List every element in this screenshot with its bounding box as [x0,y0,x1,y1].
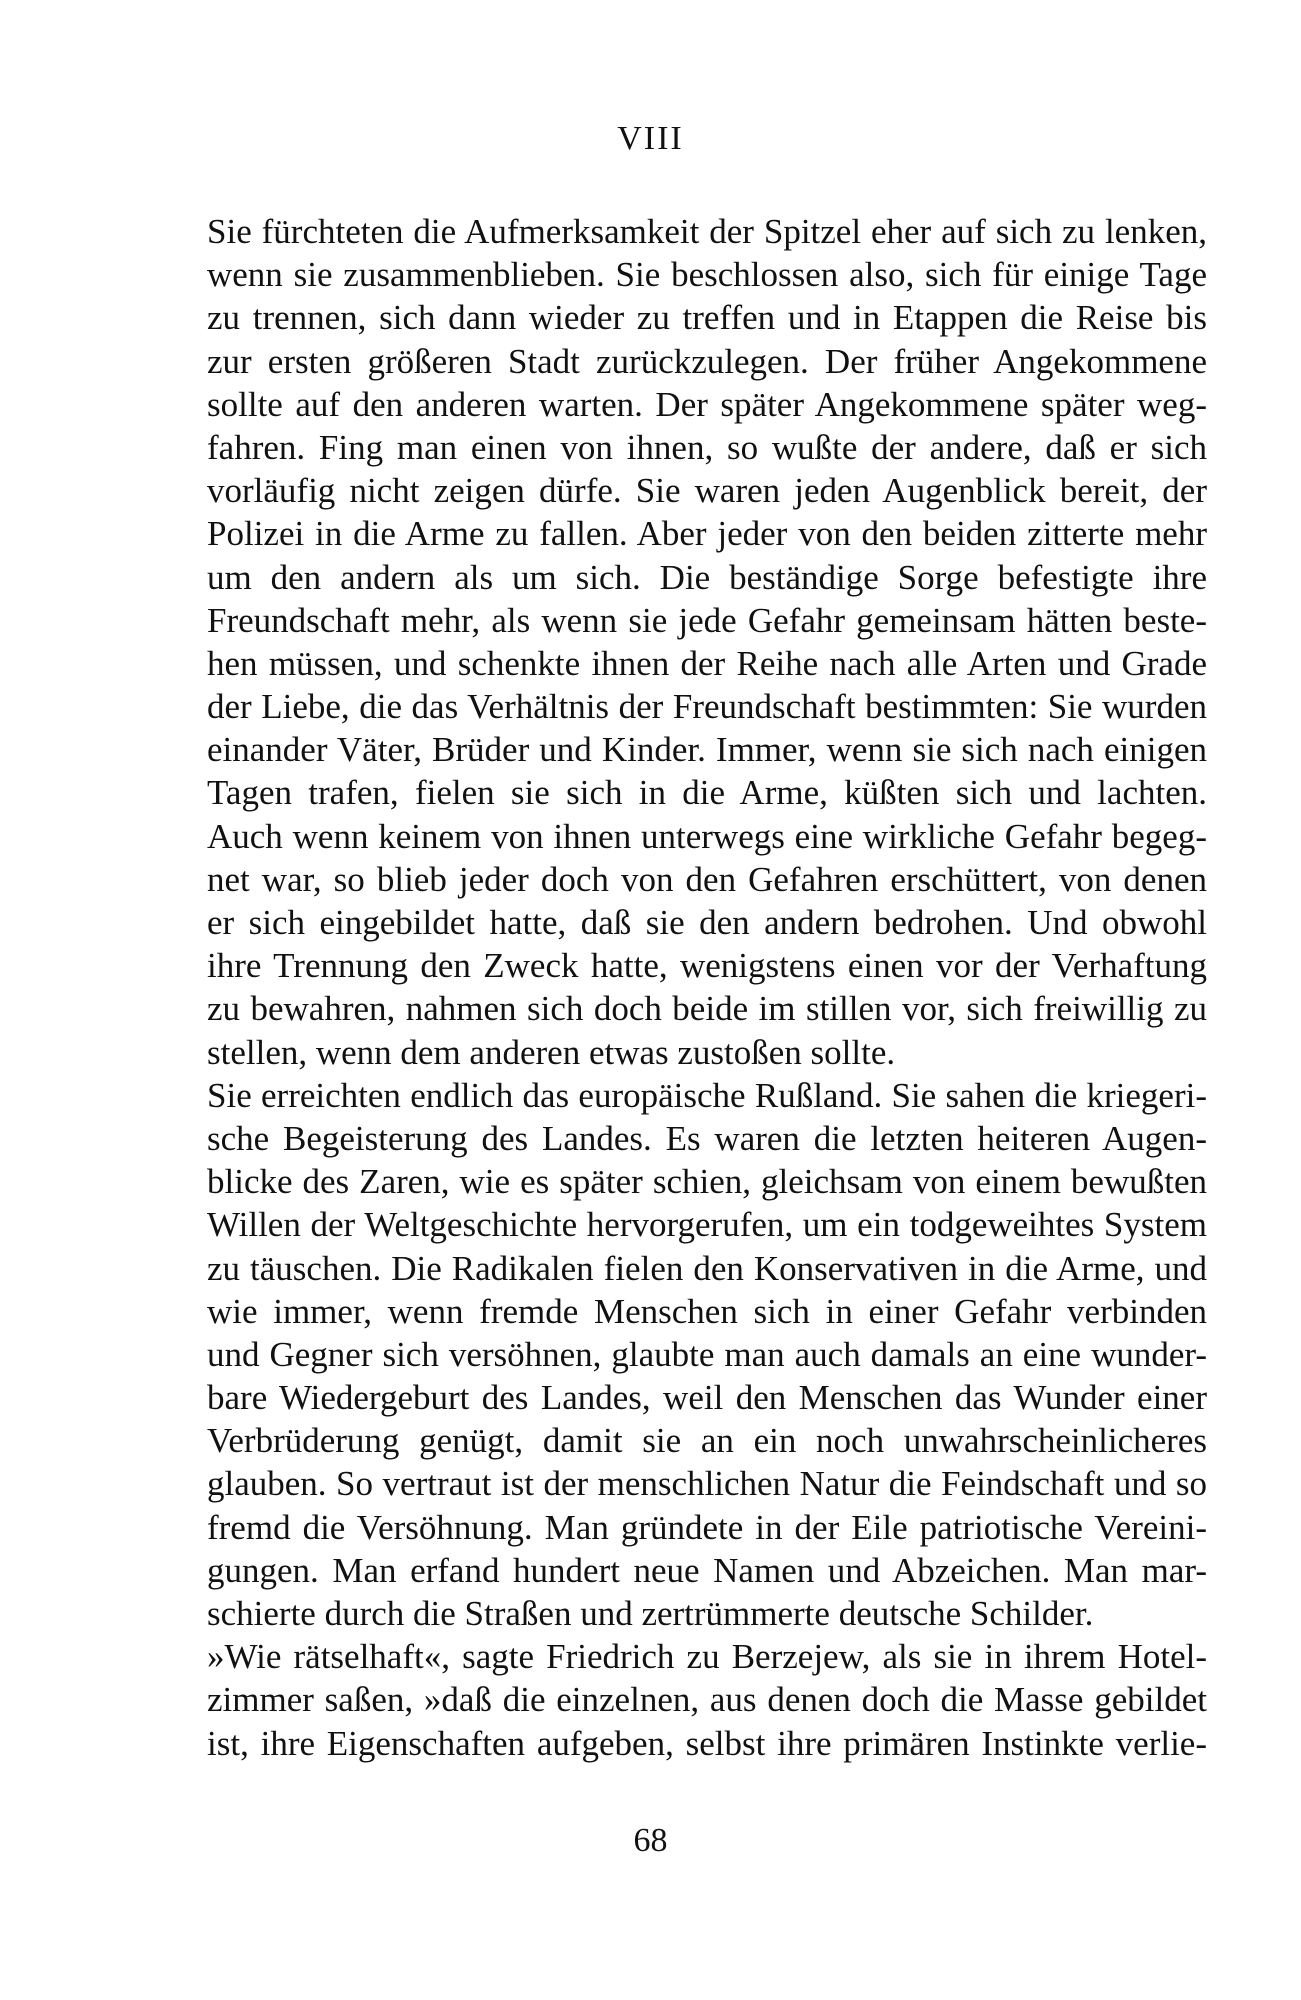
text-line: ist, ihre Eigenschaften aufgeben, selbst ihre primären Instinkte verlie- [207,1723,1207,1763]
text-line: gungen. Man erfand hundert neue Namen und Abzeichen. Man mar- [207,1550,1207,1590]
text-line: um den andern als um sich. Die beständige Sorge befestigte ihre [207,557,1207,597]
text-line: Polizei in die Arme zu fallen. Aber jeder von den beiden zitterte mehr [207,514,1207,554]
text-line: zur ersten größeren Stadt zurückzulegen. Der früher Angekommene [207,341,1207,381]
text-line: hen müssen, und schenkte ihnen der Reihe nach alle Arten und Grade [207,643,1207,683]
text-line: wenn sie zusammenblieben. Sie beschlossen also, sich für einige Tage [207,255,1207,295]
text-line: net war, so blieb jeder doch von den Gefahren erschüttert, von denen [207,859,1207,899]
body-text [207,210,1207,1765]
text-line: und Gegner sich versöhnen, glaubte man auch damals an eine wunder- [207,1334,1207,1374]
text-line: Sie fürchteten die Aufmerksamkeit der Spitzel eher auf sich zu lenken, [207,212,1207,251]
text-line: einander Väter, Brüder und Kinder. Immer, wenn sie sich nach einigen [207,730,1207,770]
text-line: vorläufig nicht zeigen dürfe. Sie waren jeden Augenblick bereit, der [207,471,1207,511]
text-line: sollte auf den anderen warten. Der später Angekommene später weg- [207,384,1207,424]
text-line: glauben. So vertraut ist der menschlichen Natur die Feindschaft und so [207,1464,1207,1504]
text-line: zu bewahren, nahmen sich doch beide im stillen vor, sich freiwillig zu [207,989,1207,1029]
text-line: Verbrüderung genügt, damit sie an ein noch unwahrscheinlicheres [207,1421,1207,1461]
page-number: 68 [633,1822,668,1859]
text-line: sche Begeisterung des Landes. Es waren die letzten heiteren Augen- [207,1118,1207,1158]
text-line: bare Wiedergeburt des Landes, weil den Menschen das Wunder einer [207,1378,1207,1418]
text-line: zu trennen, sich dann wieder zu treffen und in Etappen die Reise bis [207,298,1207,338]
text-line: Sie erreichten endlich das europäische Rußland. Sie sahen die kriegeri- [207,1075,1207,1115]
text-line: fahren. Fing man einen von ihnen, so wußte der andere, daß er sich [207,427,1207,467]
text-line: der Liebe, die das Verhältnis der Freundschaft bestimmten: Sie wurden [207,687,1207,727]
text-line: »Wie rätselhaft«, sagte Friedrich zu Berzejew, als sie in ihrem Hotel- [207,1637,1207,1677]
text-line: zimmer saßen, »daß die einzelnen, aus denen doch die Masse gebildet [207,1680,1207,1720]
paragraph-end-line: schierte durch die Straßen und zertrümmerte deutsche Schilder. [207,1594,1094,1633]
text-line: Freundschaft mehr, als wenn sie jede Gefahr gemeinsam hätten beste- [207,600,1207,640]
text-line: Willen der Weltgeschichte hervorgerufen, um ein todgeweihtes System [207,1205,1207,1245]
text-line: zu täuschen. Die Radikalen fielen den Konservativen in die Arme, und [207,1248,1207,1288]
text-line: fremd die Versöhnung. Man gründete in der Eile patriotische Vereini- [207,1507,1207,1547]
text-line: blicke des Zaren, wie es später schien, gleichsam von einem bewußten [207,1162,1207,1202]
text-line: er sich eingebildet hatte, daß sie den andern bedrohen. Und obwohl [207,903,1207,942]
text-line: wie immer, wenn fremde Menschen sich in einer Gefahr verbinden [207,1291,1207,1331]
paragraph-end-line: stellen, wenn dem anderen etwas zustoßen sollte. [207,1032,896,1072]
chapter-heading: VIII [617,120,684,157]
text-line: ihre Trennung den Zweck hatte, wenigstens einen vor der Verhaftung [207,946,1207,986]
text-line: Tagen trafen, fielen sie sich in die Arme, küßten sich und lachten. [207,773,1207,813]
text-line: Auch wenn keinem von ihnen unterwegs eine wirkliche Gefahr begeg- [207,816,1207,856]
